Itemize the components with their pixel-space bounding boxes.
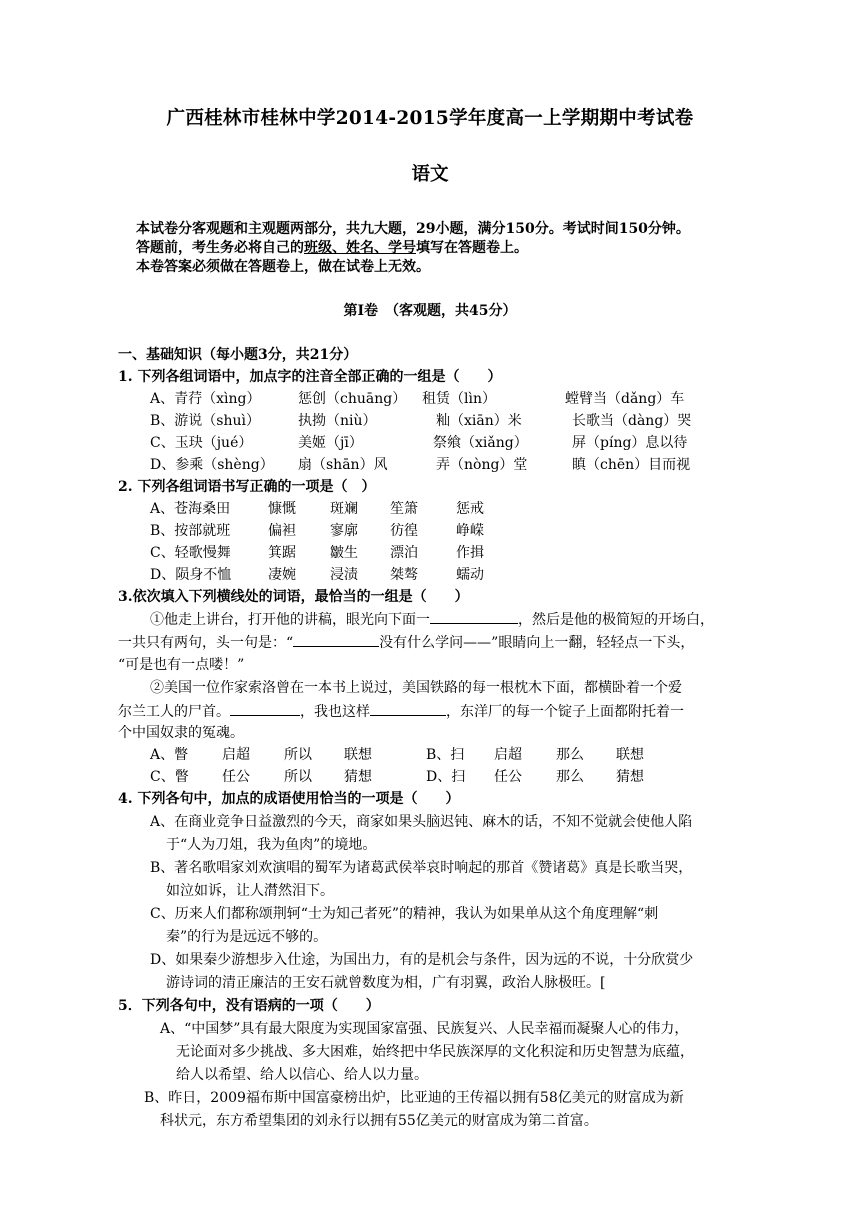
q2-option: 彷徨 bbox=[390, 523, 418, 539]
note-text: 填写在答题卷上。 bbox=[416, 240, 528, 256]
q1-option: 执拗（niù） bbox=[298, 413, 377, 429]
q3-option: 所以 bbox=[284, 769, 312, 785]
q1-option: D、参乘（shèng） bbox=[150, 457, 274, 473]
q4-option-d-line1: D、如果秦少游想步入仕途，为国出力，有的是机会与条件，因为远的不说，十分欣赏少 bbox=[150, 952, 694, 968]
q1-option: 租赁（lìn） bbox=[422, 391, 496, 407]
q3-passage-1-line1 bbox=[150, 609, 714, 630]
question-5-stem: 5．下列各句中，没有语病的一项（ ） bbox=[118, 998, 380, 1014]
q3-option: 猜想 bbox=[344, 769, 372, 785]
q1-option: C、玉玦（jué） bbox=[150, 435, 253, 451]
q5-option-b-line2: 科状元，东方希望集团的刘永行以拥有55亿美元的财富成为第二首富。 bbox=[160, 1113, 598, 1129]
q2-option: 皺生 bbox=[330, 545, 358, 561]
q2-option: 寥廓 bbox=[330, 523, 358, 539]
q1-option: 惩创（chuāng） bbox=[298, 391, 407, 407]
q3-option: 那么 bbox=[556, 747, 584, 763]
question-1-stem: 1. 下列各组词语中，加点字的注音全部正确的一组是（ ） bbox=[118, 369, 502, 385]
q3-option: D、扫 bbox=[426, 769, 466, 785]
q5-option-a-line2: 无论面对多少挑战、多大困难，始终把中华民族深厚的文化积淀和历史智慧为底蕴， bbox=[176, 1044, 694, 1060]
q2-option: 斑斓 bbox=[330, 501, 358, 517]
q4-option-b-line2: 如泣如诉，让人潸然泪下。 bbox=[166, 883, 334, 899]
q4-option-d-line2: 游诗词的清正廉洁的王安石就曾数度为相，广有羽翼，政治人脉极旺。[ bbox=[166, 975, 606, 991]
q1-option: 瞋（chēn）目而视 bbox=[572, 457, 691, 473]
q3-text: ，我也这样 bbox=[300, 704, 370, 720]
q1-option: 长歌当（dàng）哭 bbox=[572, 413, 692, 429]
q1-option: B、游说（shuì） bbox=[150, 413, 260, 429]
q3-option: B、扫 bbox=[426, 747, 465, 763]
q3-option: 启超 bbox=[494, 747, 522, 763]
q3-option: 那么 bbox=[556, 769, 584, 785]
q1-option: 扇（shān）风 bbox=[298, 457, 388, 473]
q2-option: 桀骜 bbox=[390, 567, 418, 583]
fill-in-blank bbox=[370, 701, 446, 716]
q2-option: 箕踞 bbox=[268, 545, 296, 561]
q5-option-a-line1: A、“中国梦”具有最大限度为实现国家富强、民族复兴、人民幸福而凝聚人心的伟力， bbox=[160, 1021, 689, 1037]
q5-option-a-line3: 给人以希望、给人以信心、给人以力量。 bbox=[176, 1067, 428, 1083]
note-sep: 、 bbox=[332, 240, 346, 256]
q2-option: A、苍海桑田 bbox=[150, 501, 231, 517]
q3-option: 启超 bbox=[222, 747, 250, 763]
note-sep: 、 bbox=[374, 240, 388, 256]
q2-option: 偏袒 bbox=[268, 523, 296, 539]
part-heading: 一、基础知识（每小题3分，共21分） bbox=[118, 347, 358, 363]
q3-text: 尔兰工人的尸首。 bbox=[118, 704, 230, 720]
q3-option: 猜想 bbox=[616, 769, 644, 785]
q2-option: B、按部就班 bbox=[150, 523, 231, 539]
q2-option: C、轻歌慢舞 bbox=[150, 545, 231, 561]
q2-option: 浸渍 bbox=[330, 567, 358, 583]
q4-option-b-line1: B、著名歌唱家刘欢演唱的蜀军为诸葛武侯举哀时响起的那首《赞诸葛》真是长歌当哭， bbox=[150, 860, 693, 876]
section-heading: 第Ⅰ卷 （客观题，共45分） bbox=[343, 303, 517, 319]
q2-option: 峥嵘 bbox=[456, 523, 484, 539]
q1-option: 祭飨（xiǎng） bbox=[433, 435, 528, 451]
q4-option-c-line2: 秦”的行为是远远不够的。 bbox=[166, 929, 328, 945]
q3-text: ，然后是他的极简短的开场白， bbox=[518, 612, 714, 628]
q3-option: 联想 bbox=[344, 747, 372, 763]
q3-option: A、瞥 bbox=[150, 747, 189, 763]
note-underline-name: 姓名 bbox=[346, 240, 374, 256]
q3-option: 联想 bbox=[616, 747, 644, 763]
q2-option: 作揖 bbox=[456, 545, 484, 561]
q3-option: 任公 bbox=[222, 769, 250, 785]
q5-option-b-line1: B、昨日，2009福布斯中国富豪榜出炉，比亚迪的王传福以拥有58亿美元的财富成为新 bbox=[144, 1090, 684, 1106]
q3-option: 所以 bbox=[284, 747, 312, 763]
fill-in-blank bbox=[430, 609, 518, 624]
q3-passage-2-line1: ②美国一位作家索洛曾在一本书上说过，美国铁路的每一根枕木下面，都横卧着一个爱 bbox=[150, 680, 682, 696]
note-underline-id: 学号 bbox=[388, 240, 416, 256]
q1-option: 弄（nòng）堂 bbox=[436, 457, 528, 473]
q1-option: 螳臂当（dǎng）车 bbox=[565, 391, 685, 407]
q3-option: C、瞥 bbox=[150, 769, 189, 785]
q2-option: 蠕动 bbox=[456, 567, 484, 583]
exam-notes bbox=[136, 220, 756, 277]
q3-option: 任公 bbox=[494, 769, 522, 785]
note-line-2 bbox=[136, 239, 756, 258]
q1-option: A、青荇（xìng） bbox=[150, 391, 261, 407]
q3-text: ，东洋厂的每一个锭子上面都附托着一 bbox=[446, 704, 684, 720]
q4-option-c-line1: C、历来人们都称颂荆轲“士为知己者死”的精神，我认为如果单从这个角度理解“刺 bbox=[150, 906, 659, 922]
q3-text: ①他走上讲台，打开他的讲稿，眼光向下面一 bbox=[150, 612, 430, 628]
q2-option: D、陨身不恤 bbox=[150, 567, 232, 583]
q1-option: 籼（xiān）米 bbox=[436, 413, 522, 429]
q3-text: 没有什么学问——”眼睛向上一翻，轻轻点一下头， bbox=[379, 635, 695, 651]
exam-title: 广西桂林市桂林中学2014-2015学年度高一上学期期中考试卷 bbox=[166, 108, 694, 129]
q2-option: 漂泊 bbox=[390, 545, 418, 561]
q2-option: 惩戒 bbox=[456, 501, 484, 517]
q3-passage-2-line3: 个中国奴隶的冤魂。 bbox=[118, 725, 244, 741]
q3-text: 一共只有两句，头一句是：“ bbox=[118, 635, 294, 651]
q4-option-a-line1: A、在商业竞争日益激烈的今天，商家如果头脑迟钝、麻木的话，不知不觉就会使他人陷 bbox=[150, 814, 693, 830]
q1-option: 屏（píng）息以待 bbox=[572, 435, 688, 451]
fill-in-blank bbox=[293, 632, 379, 647]
note-underline-class: 班级 bbox=[304, 240, 332, 256]
q4-option-a-line2: 于“人为刀俎，我为鱼肉”的境地。 bbox=[166, 837, 377, 853]
q3-passage-2-line2 bbox=[118, 701, 684, 722]
q2-option: 慷慨 bbox=[268, 501, 296, 517]
question-3-stem: 3.依次填入下列横线处的词语，最恰当的一组是（ ） bbox=[118, 589, 469, 605]
note-line-3: 本卷答案必须做在答题卷上，做在试卷上无效。 bbox=[136, 259, 430, 275]
q2-option: 凄婉 bbox=[268, 567, 296, 583]
note-text: 答题前，考生务必将自己的 bbox=[136, 240, 304, 256]
question-2-stem: 2. 下列各组词语书写正确的一项是（ ） bbox=[118, 479, 376, 495]
q2-option: 笙箫 bbox=[390, 501, 418, 517]
q3-passage-1-line3: “可是也有一点喽！” bbox=[118, 657, 245, 673]
note-line-1: 本试卷分客观题和主观题两部分，共九大题，29小题，满分150分。考试时间150分钟。 bbox=[136, 221, 690, 237]
q1-option: 美姬（jī） bbox=[298, 435, 363, 451]
fill-in-blank bbox=[230, 701, 300, 716]
subject-title: 语文 bbox=[411, 164, 449, 185]
q3-passage-1-line2 bbox=[118, 632, 694, 653]
question-4-stem: 4. 下列各句中，加点的成语使用恰当的一项是（ ） bbox=[118, 791, 460, 807]
